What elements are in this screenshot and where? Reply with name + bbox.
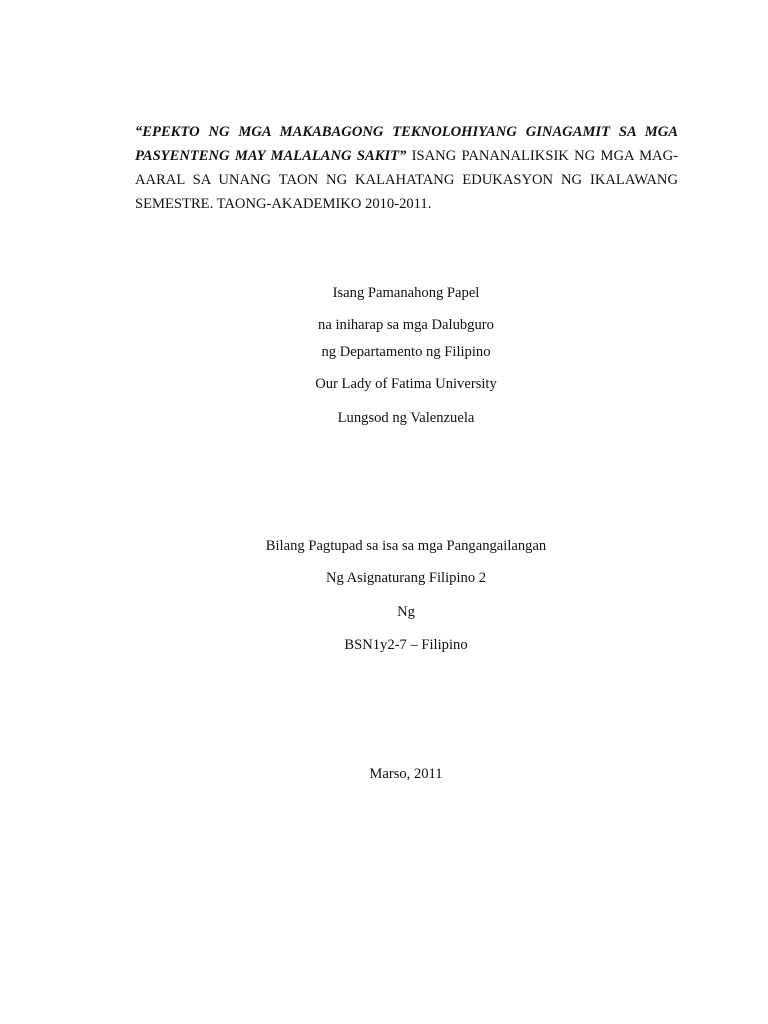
requirement-line: Bilang Pagtupad sa isa sa mga Pangangailangan (265, 538, 547, 554)
research-title-italic: “EPEKTO NG MGA MAKABAGONG TEKNOLOHIYANG GINAGAMIT SA MGA PASYENTENG MAY MALALANG SAKIT” (135, 124, 678, 164)
subject-line: Ng Asignaturang Filipino 2 (325, 570, 487, 586)
city-line: Lungsod ng Valenzuela (337, 410, 475, 426)
paper-type-line: Isang Pamanahong Papel (332, 285, 480, 301)
university-line: Our Lady of Fatima University (315, 376, 497, 392)
presented-to-line: na iniharap sa mga Dalubguro (318, 317, 494, 333)
research-title (135, 120, 678, 216)
ng-line: Ng (397, 604, 415, 620)
date-line: Marso, 2011 (369, 766, 443, 782)
research-title-description: ISANG PANANALIKSIK NG MGA MAG-AARAL SA UNANG TAON NG KALAHATANG EDUKASYON NG IKALAWANG SEMESTRE. TAONG-AKADEMIKO 2010-2011. (135, 148, 678, 212)
section-line: BSN1y2-7 – Filipino (344, 637, 468, 653)
department-line: ng Departamento ng Filipino (321, 344, 491, 360)
